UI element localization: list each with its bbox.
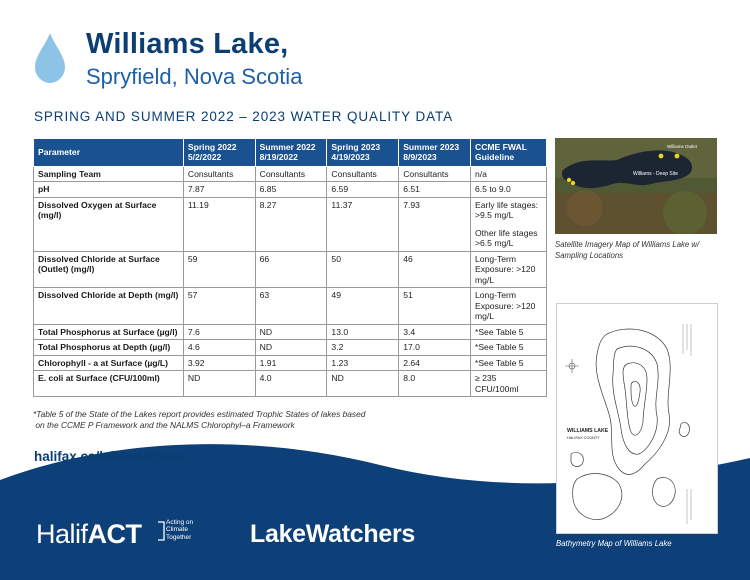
halifact-bracket-icon: [156, 520, 166, 542]
column-header-summer-2022: Summer 2022 8/19/2022: [255, 139, 327, 167]
guideline-cell: *See Table 5: [470, 324, 546, 339]
table-cell: 6.85: [255, 182, 327, 197]
parameter-name: Dissolved Chloride at Depth (mg/l): [34, 288, 184, 324]
table-cell: 63: [255, 288, 327, 324]
section-heading: SPRING AND SUMMER 2022 – 2023 WATER QUALITY DATA: [34, 109, 454, 124]
halifact-tagline: Acting on Climate Together: [166, 519, 194, 541]
satellite-caption: Satellite Imagery Map of Williams Lake w/ Sampling Locations: [555, 240, 700, 260]
table-cell: 4.0: [255, 371, 327, 397]
table-cell: 4.6: [183, 340, 255, 355]
table-cell: 59: [183, 251, 255, 287]
table-cell: 2.64: [399, 355, 471, 370]
water-quality-table: [33, 138, 547, 397]
page-title: Williams Lake,: [86, 28, 289, 60]
footnote-line-1: *Table 5 of the State of the Lakes report provides estimated Trophic States of lakes based: [33, 409, 366, 419]
bathymetry-caption: Bathymetry Map of Williams Lake: [556, 539, 672, 548]
table-cell: 3.2: [327, 340, 399, 355]
table-cell: 13.0: [327, 324, 399, 339]
table-row: [34, 182, 547, 197]
table-cell: 3.4: [399, 324, 471, 339]
parameter-name: Total Phosphorus at Surface (µg/l): [34, 324, 184, 339]
table-cell: 11.19: [183, 197, 255, 251]
table-cell: 66: [255, 251, 327, 287]
satellite-map-image: [555, 138, 717, 234]
parameter-name: pH: [34, 182, 184, 197]
table-cell: Consultants: [183, 166, 255, 181]
table-cell: ND: [183, 371, 255, 397]
table-row: [34, 288, 547, 324]
parameter-name: Total Phosphorus at Depth (µg/l): [34, 340, 184, 355]
guideline-cell: n/a: [470, 166, 546, 181]
table-footnote: [33, 409, 503, 431]
table-cell: 8.27: [255, 197, 327, 251]
table-cell: 6.59: [327, 182, 399, 197]
table-cell: 11.37: [327, 197, 399, 251]
parameter-name: Sampling Team: [34, 166, 184, 181]
guideline-cell: Long-Term Exposure: >120 mg/L: [470, 251, 546, 287]
table-row: [34, 324, 547, 339]
parameter-name: Dissolved Chloride at Surface (Outlet) (mg/l): [34, 251, 184, 287]
table-cell: 49: [327, 288, 399, 324]
table-row: [34, 197, 547, 251]
halifact-logo: HalifACT: [36, 519, 142, 549]
column-header-parameter: Parameter: [34, 139, 184, 167]
guideline-cell: Long-Term Exposure: >120 mg/L: [470, 288, 546, 324]
table-cell: Consultants: [327, 166, 399, 181]
guideline-cell: *See Table 5: [470, 340, 546, 355]
table-cell: ND: [327, 371, 399, 397]
guideline-cell: 6.5 to 9.0: [470, 182, 546, 197]
guideline-cell: *See Table 5: [470, 355, 546, 370]
table-cell: 50: [327, 251, 399, 287]
table-cell: 7.6: [183, 324, 255, 339]
water-drop-icon: [33, 32, 67, 84]
table-cell: 51: [399, 288, 471, 324]
parameter-name: Dissolved Oxygen at Surface (mg/l): [34, 197, 184, 251]
table-cell: 46: [399, 251, 471, 287]
column-header-guideline: CCME FWAL Guideline: [470, 139, 546, 167]
footnote-line-2: on the CCME P Framework and the NALMS Chlorophyl–a Framework: [35, 419, 295, 430]
table-row: [34, 340, 547, 355]
table-cell: 7.87: [183, 182, 255, 197]
table-cell: 8.0: [399, 371, 471, 397]
guideline-cell: ≥ 235 CFU/100ml: [470, 371, 546, 397]
column-header-spring-2022: Spring 2022 5/2/2022: [183, 139, 255, 167]
lakewatchers-link[interactable]: halifax.ca/lakewatchers: [34, 449, 185, 464]
table-cell: 7.93: [399, 197, 471, 251]
table-cell: 57: [183, 288, 255, 324]
page-subtitle: Spryfield, Nova Scotia: [86, 64, 303, 89]
table-row: [34, 166, 547, 181]
parameter-name: Chlorophyll - a at Surface (µg/L): [34, 355, 184, 370]
satellite-label-deep-site: Williams - Deep Site: [633, 171, 679, 177]
table-row: [34, 251, 547, 287]
table-cell: Consultants: [255, 166, 327, 181]
table-header-row: [34, 139, 547, 167]
table-cell: 1.23: [327, 355, 399, 370]
table-cell: Consultants: [399, 166, 471, 181]
table-cell: 17.0: [399, 340, 471, 355]
guideline-line: Early life stages: >9.5 mg/L: [474, 199, 539, 221]
lakewatchers-logo: LakeWatchers: [250, 520, 415, 548]
table-cell: 6.51: [399, 182, 471, 197]
table-row: [34, 355, 547, 370]
satellite-label-outlet: Williams Outlet: [667, 144, 698, 149]
bathymetry-title: WILLIAMS LAKE: [567, 428, 609, 434]
table-cell: ND: [255, 340, 327, 355]
column-header-summer-2023: Summer 2023 8/9/2023: [399, 139, 471, 167]
table-cell: ND: [255, 324, 327, 339]
table-cell: 1.91: [255, 355, 327, 370]
column-header-spring-2023: Spring 2023 4/19/2023: [327, 139, 399, 167]
guideline-line-2: Other life stages >6.5 mg/L: [474, 227, 538, 249]
bathymetry-subtitle: HALIFAX COUNTY: [567, 436, 600, 440]
parameter-name: E. coli at Surface (CFU/100ml): [34, 371, 184, 397]
bathymetry-map-image: [556, 303, 718, 534]
table-row: [34, 371, 547, 397]
table-cell: 3.92: [183, 355, 255, 370]
guideline-cell: [470, 197, 546, 251]
